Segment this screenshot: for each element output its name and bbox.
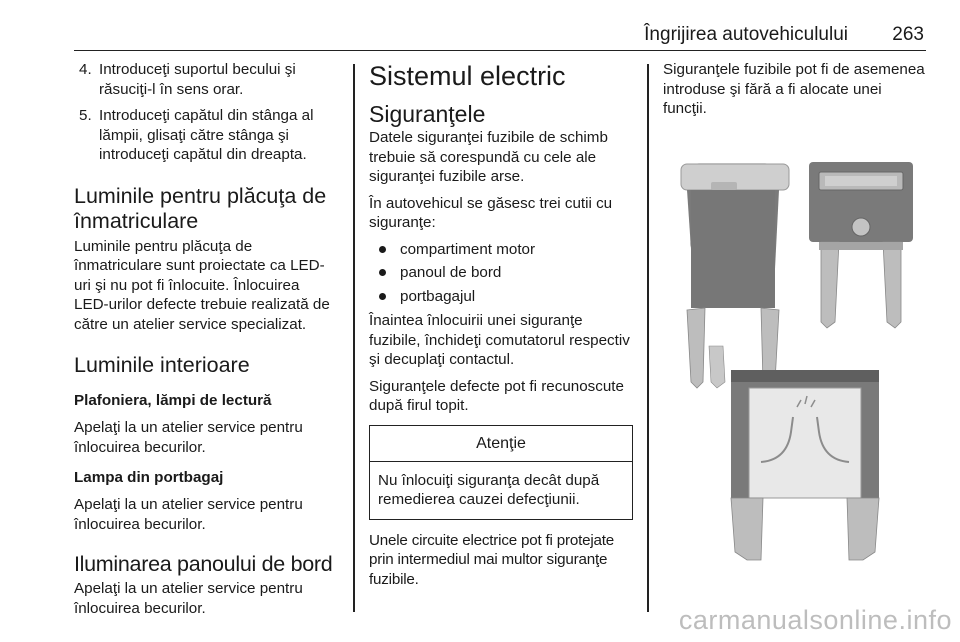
boot-lamp-heading: Lampa din portbagaj <box>74 469 224 486</box>
fuse2-blade-right <box>883 242 901 328</box>
step-item: 5. Introduceţi capătul din stânga al lămpii, glisaţi către stânga şi introduceţi capătul din dreapta. <box>79 107 314 163</box>
list-item: panoul de bord <box>369 263 633 283</box>
page-number: 263 <box>892 24 924 45</box>
column-divider <box>353 64 355 612</box>
plate-lights-text: Luminile pentru plăcuţa de înmatriculare sunt proiectate ca LED-uri şi nu pot fi înlocuite. Înlocuirea LED-urilor defecte trebuie realizată de către un atelier service specializat. <box>74 237 330 333</box>
list-item: portbagajul <box>369 287 633 307</box>
interior-lights-heading: Luminile interioare <box>74 353 250 377</box>
fuse2-window-inner <box>825 176 897 186</box>
circuits-text: Unele circuite electrice pot fi protejate prin intermediul mai multor siguranţe fuzibile. <box>369 531 615 588</box>
fuse-notch <box>711 182 737 190</box>
fuse3-top-bar <box>731 370 879 382</box>
reading-lamps-heading: Plafoniera, lămpi de lectură <box>74 392 272 409</box>
caution-text: Nu înlocuiţi siguranţa decât după remedierea cauzei defecţiunii. <box>378 471 600 508</box>
fuse3-window <box>749 388 861 498</box>
fuse-blade-inner <box>709 346 725 388</box>
column-middle <box>369 60 633 596</box>
fuses-text: Datele siguranţei fuzibile de schimb trebuie să corespundă cu cele ale siguranţei fuzibile arse. <box>369 129 608 185</box>
reading-lamps-text: Apelaţi la un atelier service pentru înlocuirea becurilor. <box>74 419 303 456</box>
caution-box <box>369 425 633 520</box>
fuseboxes-intro: În autovehicul se găsesc trei cutii cu siguranţe: <box>369 194 613 231</box>
fuse-diagram <box>669 132 925 564</box>
fuse2-blade-base <box>819 242 903 250</box>
page-header <box>74 20 926 51</box>
fuse3-blade-right <box>847 498 879 560</box>
chapter-title: Îngrijirea autovehiculului <box>644 24 848 45</box>
fuse-blade-left <box>687 308 705 388</box>
list-item: compartiment motor <box>369 240 633 260</box>
column-left <box>74 60 338 625</box>
fusebox-list <box>369 240 633 307</box>
column-right <box>663 60 928 126</box>
step-item: 4. Introduceţi suportul becului şi răsuciţi-l în sens orar. <box>79 61 296 98</box>
bullet-icon <box>379 269 386 276</box>
steps-list <box>74 60 338 165</box>
watermark: carmanualsonline.info <box>678 605 952 635</box>
fuses-heading: Siguranţele <box>369 101 486 127</box>
fuse-illustration <box>669 132 925 564</box>
caution-title: Atenţie <box>370 426 632 462</box>
fuse2-rivet <box>852 218 870 236</box>
column-divider <box>647 64 649 612</box>
unassigned-fuses-text: Siguranţele fuzibile pot fi de asemenea introduse şi fără a fi alocate unei funcţii. <box>663 61 925 117</box>
boot-lamp-text: Apelaţi la un atelier service pentru înlocuirea becurilor. <box>74 496 303 533</box>
panel-lights-heading: Iluminarea panoului de bord <box>74 552 333 576</box>
fuse2-blade-left <box>821 242 839 328</box>
fuse-body-fill <box>691 190 775 308</box>
bullet-icon <box>379 246 386 253</box>
plate-lights-heading: Luminile pentru plăcuţa de înmatriculare <box>74 183 327 233</box>
fuse3-blade-left <box>731 498 763 560</box>
bullet-icon <box>379 293 386 300</box>
panel-lights-text: Apelaţi la un atelier service pentru înlocuirea becurilor. <box>74 580 303 617</box>
section-title: Sistemul electric <box>369 61 566 91</box>
defect-text: Siguranţele defecte pot fi recunoscute după firul topit. <box>369 377 624 414</box>
replacement-text: Înaintea înlocuirii unei siguranţe fuzibile, închideţi comutatorul respectiv şi decuplaţi contactul. <box>369 312 630 368</box>
fuse-side-view <box>681 164 789 308</box>
fuse-blown-view <box>731 370 879 560</box>
